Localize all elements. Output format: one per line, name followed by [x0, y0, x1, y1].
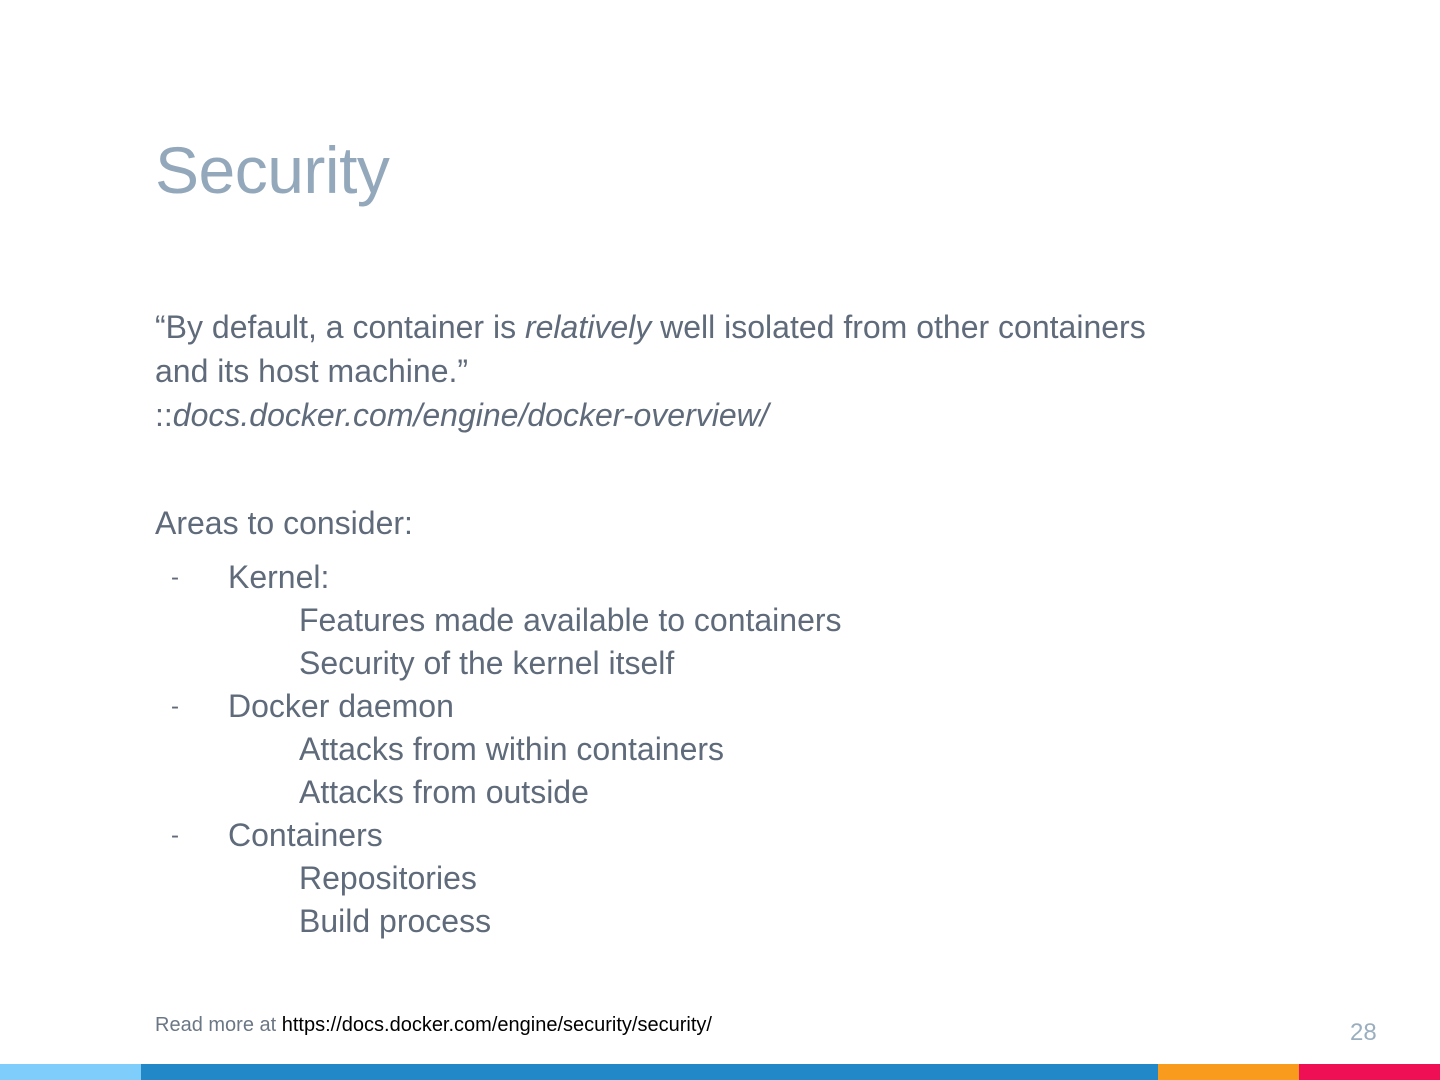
sub-item: Security of the kernel itself — [299, 645, 675, 681]
areas-list — [155, 556, 1155, 943]
footer-color-bar-pink — [1299, 1064, 1440, 1080]
sub-item: Attacks from outside — [299, 774, 589, 810]
slide-title: Security — [155, 133, 390, 207]
sub-item: Build process — [299, 903, 492, 939]
footer-color-bar-orange — [1158, 1064, 1299, 1080]
footer-prefix: Read more at — [155, 1014, 282, 1036]
list-item-label: Kernel: — [228, 559, 330, 595]
footer-link[interactable]: https://docs.docker.com/engine/security/security/ — [281, 1014, 712, 1036]
bullet-dash: - — [171, 693, 179, 720]
bullet-dash: - — [171, 822, 179, 849]
sub-item: Features made available to containers — [299, 602, 842, 638]
list-item-label: Docker daemon — [228, 688, 454, 724]
footer-color-bar-blue — [141, 1064, 1158, 1080]
footer-note — [155, 1012, 712, 1038]
list-item-kernel — [155, 556, 1155, 599]
quote-emphasis: relatively — [524, 309, 652, 345]
list-item-containers — [155, 814, 1155, 857]
sub-item: Repositories — [299, 860, 477, 896]
quote-source-prefix: :: — [155, 397, 173, 433]
quote-block — [155, 305, 1155, 437]
page-number: 28 — [1350, 1019, 1377, 1046]
quote-text-start: “By default, a container is — [155, 309, 525, 345]
footer-color-bar-light-blue — [0, 1064, 141, 1080]
quote-source: docs.docker.com/engine/docker-overview/ — [172, 397, 769, 433]
areas-heading: Areas to consider: — [155, 505, 413, 541]
quote-text-end: well isolated from other containers and its host machine.” — [155, 309, 1146, 389]
list-item-docker-daemon — [155, 685, 1155, 728]
list-item-label: Containers — [228, 817, 383, 853]
bullet-dash: - — [171, 564, 179, 591]
sub-item: Attacks from within containers — [299, 731, 725, 767]
